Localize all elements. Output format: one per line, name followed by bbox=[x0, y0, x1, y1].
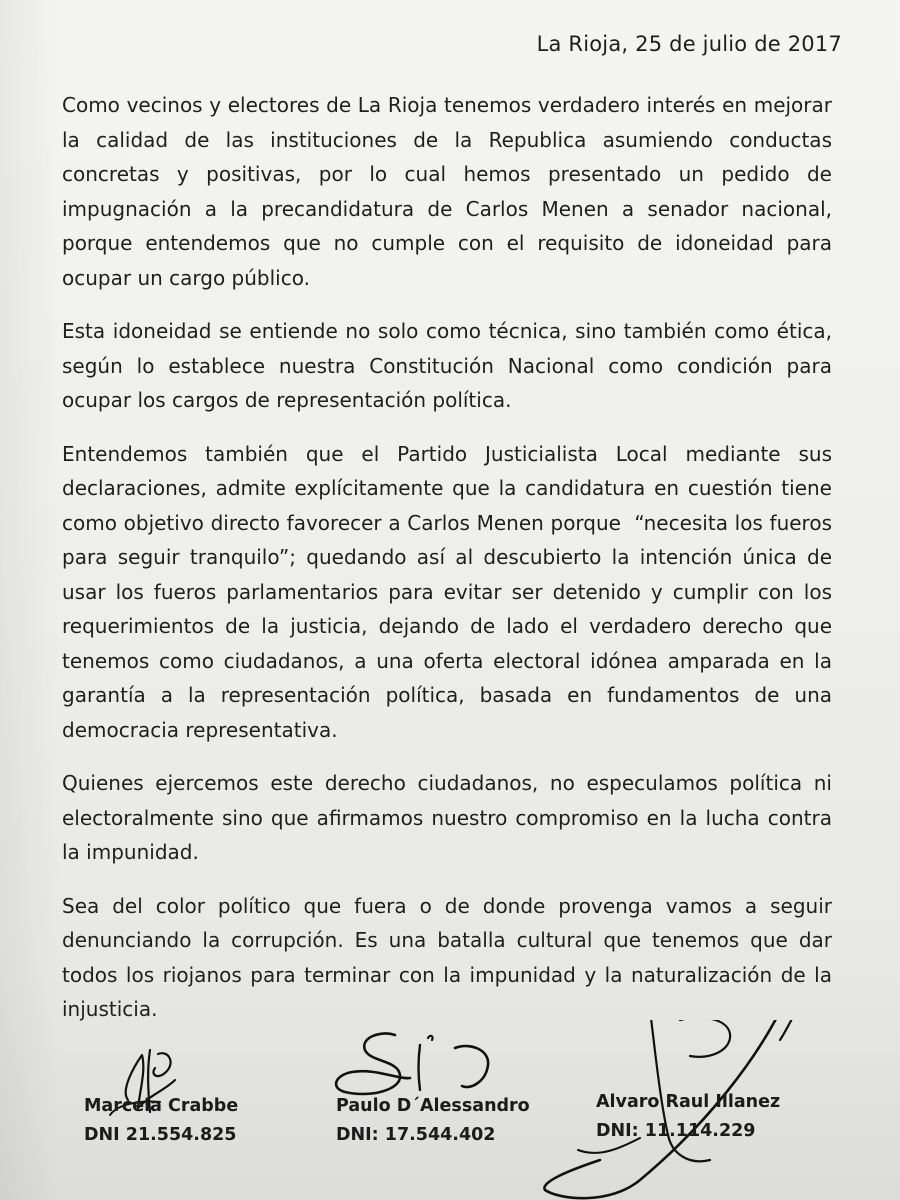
signer-3 bbox=[596, 1088, 780, 1146]
paragraph-2: Esta idoneidad se entiende no solo como técnica, sino también como ética, según lo establece nuestra Constitución Nacional como condición para ocupar los cargos de representación política. bbox=[62, 319, 839, 412]
signer-3-dni: DNI: 11.114.229 bbox=[596, 1121, 756, 1141]
signature-block bbox=[0, 1020, 900, 1200]
signer-1-dni: DNI 21.554.825 bbox=[84, 1125, 237, 1145]
signer-2 bbox=[336, 1092, 530, 1150]
signer-2-name: Paulo D´Alessandro bbox=[336, 1096, 530, 1116]
paragraph-3: Entendemos también que el Partido Justicialista Local mediante sus declaraciones, admite explícitamente que la candidatura en cuestión tiene como objetivo directo favorecer a Carlos Menen porque “necesita los fueros para seguir tranquilo”; quedando así al descubierto la intención única de usar los fueros parlamentarios para evitar ser detenido y cumplir con los requerimientos de la justicia, dejando de lado el verdadero derecho que tenemos como ciudadanos, a una oferta electoral idónea amparada en la garantía a la representación política, basada en fundamentos de una democracia representativa. bbox=[62, 441, 839, 742]
signer-1-name: Marcela Crabbe bbox=[84, 1096, 239, 1116]
signature-scribble-2 bbox=[336, 1033, 488, 1094]
paragraph-1: Como vecinos y electores de La Rioja tenemos verdadero interés en mejorar la calidad de las instituciones de la Republica asumiendo conductas concretas y positivas, por lo cual hemos presentado un pedido de impugnación a la precandidatura de Carlos Menen a senador nacional, porque entendemos que no cumple con el requisito de idoneidad para ocupar un cargo público. bbox=[62, 93, 839, 290]
signer-2-dni: DNI: 17.544.402 bbox=[336, 1125, 496, 1145]
signer-1 bbox=[84, 1092, 238, 1150]
signer-3-name: Alvaro Raul Illanez bbox=[596, 1092, 781, 1112]
paragraph-5: Sea del color político que fuera o de donde provenga vamos a seguir denunciando la corrupción. Es una batalla cultural que tenemos que dar todos los riojanos para terminar con la impunidad y la naturalización de la injusticia. bbox=[62, 893, 839, 1021]
letter-body bbox=[62, 88, 839, 1046]
letter-date: La Rioja, 25 de julio de 2017 bbox=[536, 32, 842, 56]
paragraph-4: Quienes ejercemos este derecho ciudadanos, no especulamos política ni electoralmente sino que afirmamos nuestro compromiso en la lucha contra la impunidad. bbox=[62, 771, 839, 864]
